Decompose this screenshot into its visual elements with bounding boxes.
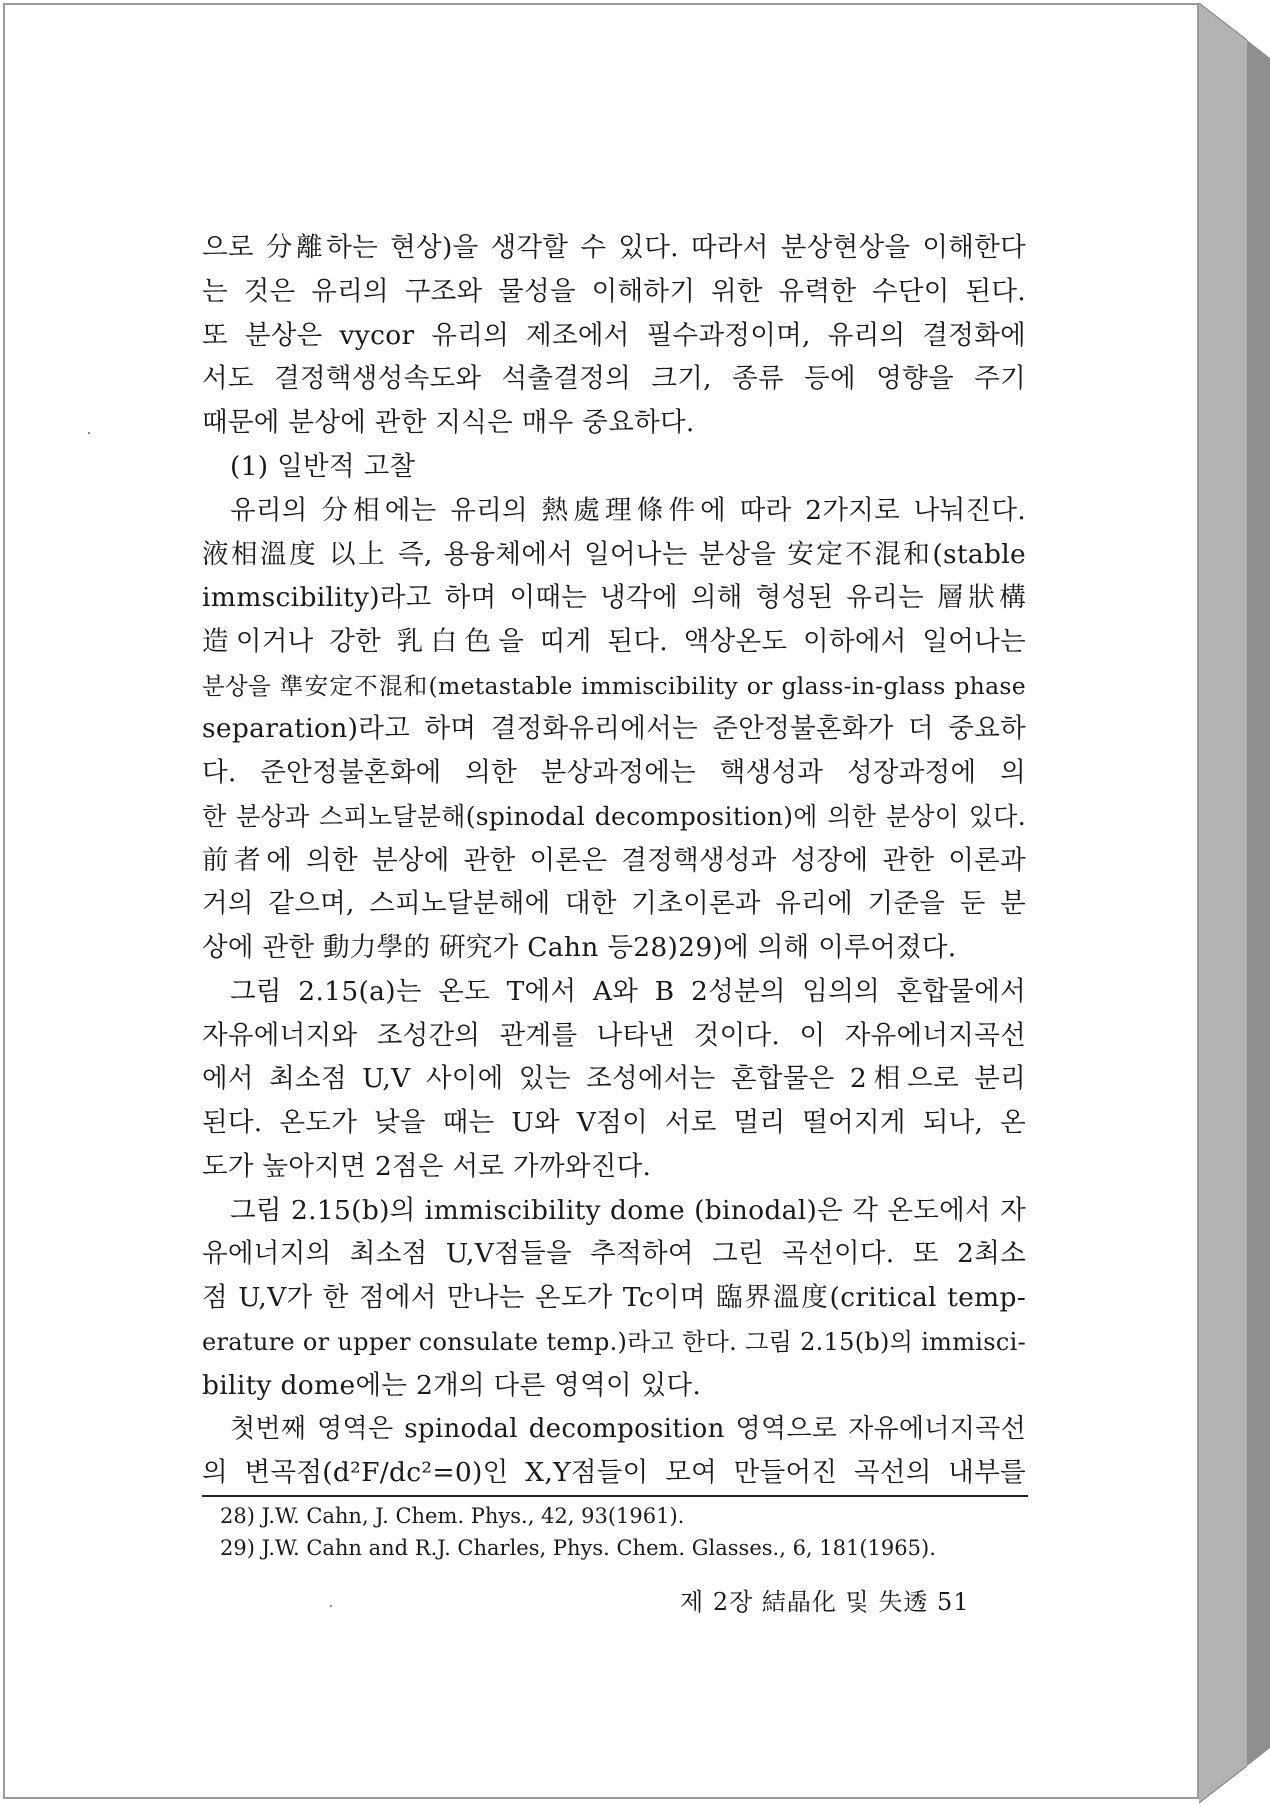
- text-line: 유리의 分相에는 유리의 熱處理條件에 따라 2가지로 나눠진다.: [230, 495, 1026, 526]
- text-line: bility dome에는 2개의 다른 영역이 있다.: [202, 1370, 702, 1401]
- text-line: 첫번째 영역은 spinodal decomposition 영역으로 자유에너지곡선: [230, 1414, 1026, 1444]
- text-line: 서도 결정핵생성속도와 석출결정의 크기, 종류 등에 영향을 주기: [202, 363, 1026, 394]
- text-line: 에서 최소점 U,V 사이에 있는 조성에서는 혼합물은 2相으로 분리: [202, 1063, 1026, 1094]
- scan-speck: [330, 1605, 332, 1607]
- text-line: 또 분상은 vycor 유리의 제조에서 필수과정이며, 유리의 결정화에: [202, 320, 1026, 351]
- text-line: 상에 관한 動力學的 硏究가 Cahn 등28)29)에 의해 이루어졌다.: [202, 932, 957, 963]
- text-line: immscibility)라고 하며 이때는 냉각에 의해 형성된 유리는 層狀構: [202, 582, 1026, 613]
- scan-speck: [88, 432, 90, 434]
- footnote: 29) J.W. Cahn and R.J. Charles, Phys. Chem. Glasses., 6, 181(1965).: [220, 1536, 936, 1560]
- footnote: 28) J.W. Cahn, J. Chem. Phys., 42, 93(1961).: [220, 1504, 685, 1528]
- text-line: 때문에 분상에 관한 지식은 매우 중요하다.: [202, 407, 695, 438]
- text-line: 한 분상과 스피노달분해(spinodal decomposition)에 의한 분상이 있다.: [202, 802, 1026, 831]
- text-line: 분상을 準安定不混和(metastable immiscibility or glass-in-glass phase: [202, 672, 1026, 700]
- text-line: 점 U,V가 한 점에서 만나는 온도가 Tc이며 臨界溫度(critical temp-: [202, 1282, 1026, 1313]
- text-line: 다. 준안정불혼화에 의한 분상과정에는 핵생성과 성장과정에 의: [202, 757, 1026, 788]
- text-line: 는 것은 유리의 구조와 물성을 이해하기 위한 유력한 수단이 된다.: [202, 276, 1026, 307]
- page-stack-edge: [1199, 0, 1270, 1806]
- text-line: separation)라고 하며 결정화유리에서는 준안정불혼화가 더 중요하: [202, 713, 1026, 744]
- section-heading: (1) 일반적 고찰: [230, 451, 416, 482]
- text-line: 된다. 온도가 낮을 때는 U와 V점이 서로 멀리 떨어지게 되나, 온: [202, 1107, 1026, 1138]
- text-line: 도가 높아지면 2점은 서로 가까와진다.: [202, 1151, 652, 1182]
- text-line: 그림 2.15(a)는 온도 T에서 A와 B 2성분의 임의의 혼합물에서: [230, 976, 1026, 1007]
- text-line: 前者에 의한 분상에 관한 이론은 결정핵생성과 성장에 관한 이론과: [202, 845, 1026, 876]
- text-line: 그림 2.15(b)의 immiscibility dome (binodal)은 각 온도에서 자: [230, 1195, 1026, 1226]
- text-line: 거의 같으며, 스피노달분해에 대한 기초이론과 유리에 기준을 둔 분: [202, 888, 1026, 919]
- text-line: 液相溫度 以上 즉, 용융체에서 일어나는 분상을 安定不混和(stable: [202, 539, 1026, 570]
- text-line: 造이거나 강한 乳白色을 띠게 된다. 액상온도 이하에서 일어나는: [202, 626, 1026, 657]
- text-line: 으로 分離하는 현상)을 생각할 수 있다. 따라서 분상현상을 이해한다: [202, 232, 1026, 263]
- footnote-rule: [202, 1495, 1028, 1497]
- text-line: 유에너지의 최소점 U,V점들을 추적하여 그린 곡선이다. 또 2최소: [202, 1238, 1026, 1269]
- text-line: 자유에너지와 조성간의 관계를 나타낸 것이다. 이 자유에너지곡선: [202, 1020, 1026, 1051]
- text-line: erature or upper consulate temp.)라고 한다. 그림 2.15(b)의 immisci-: [202, 1328, 1026, 1356]
- running-footer: 제 2장 結晶化 및 失透 51: [680, 1588, 970, 1616]
- text-line: 의 변곡점(d²F/dc²=0)인 X,Y점들이 모여 만들어진 곡선의 내부를: [202, 1457, 1026, 1488]
